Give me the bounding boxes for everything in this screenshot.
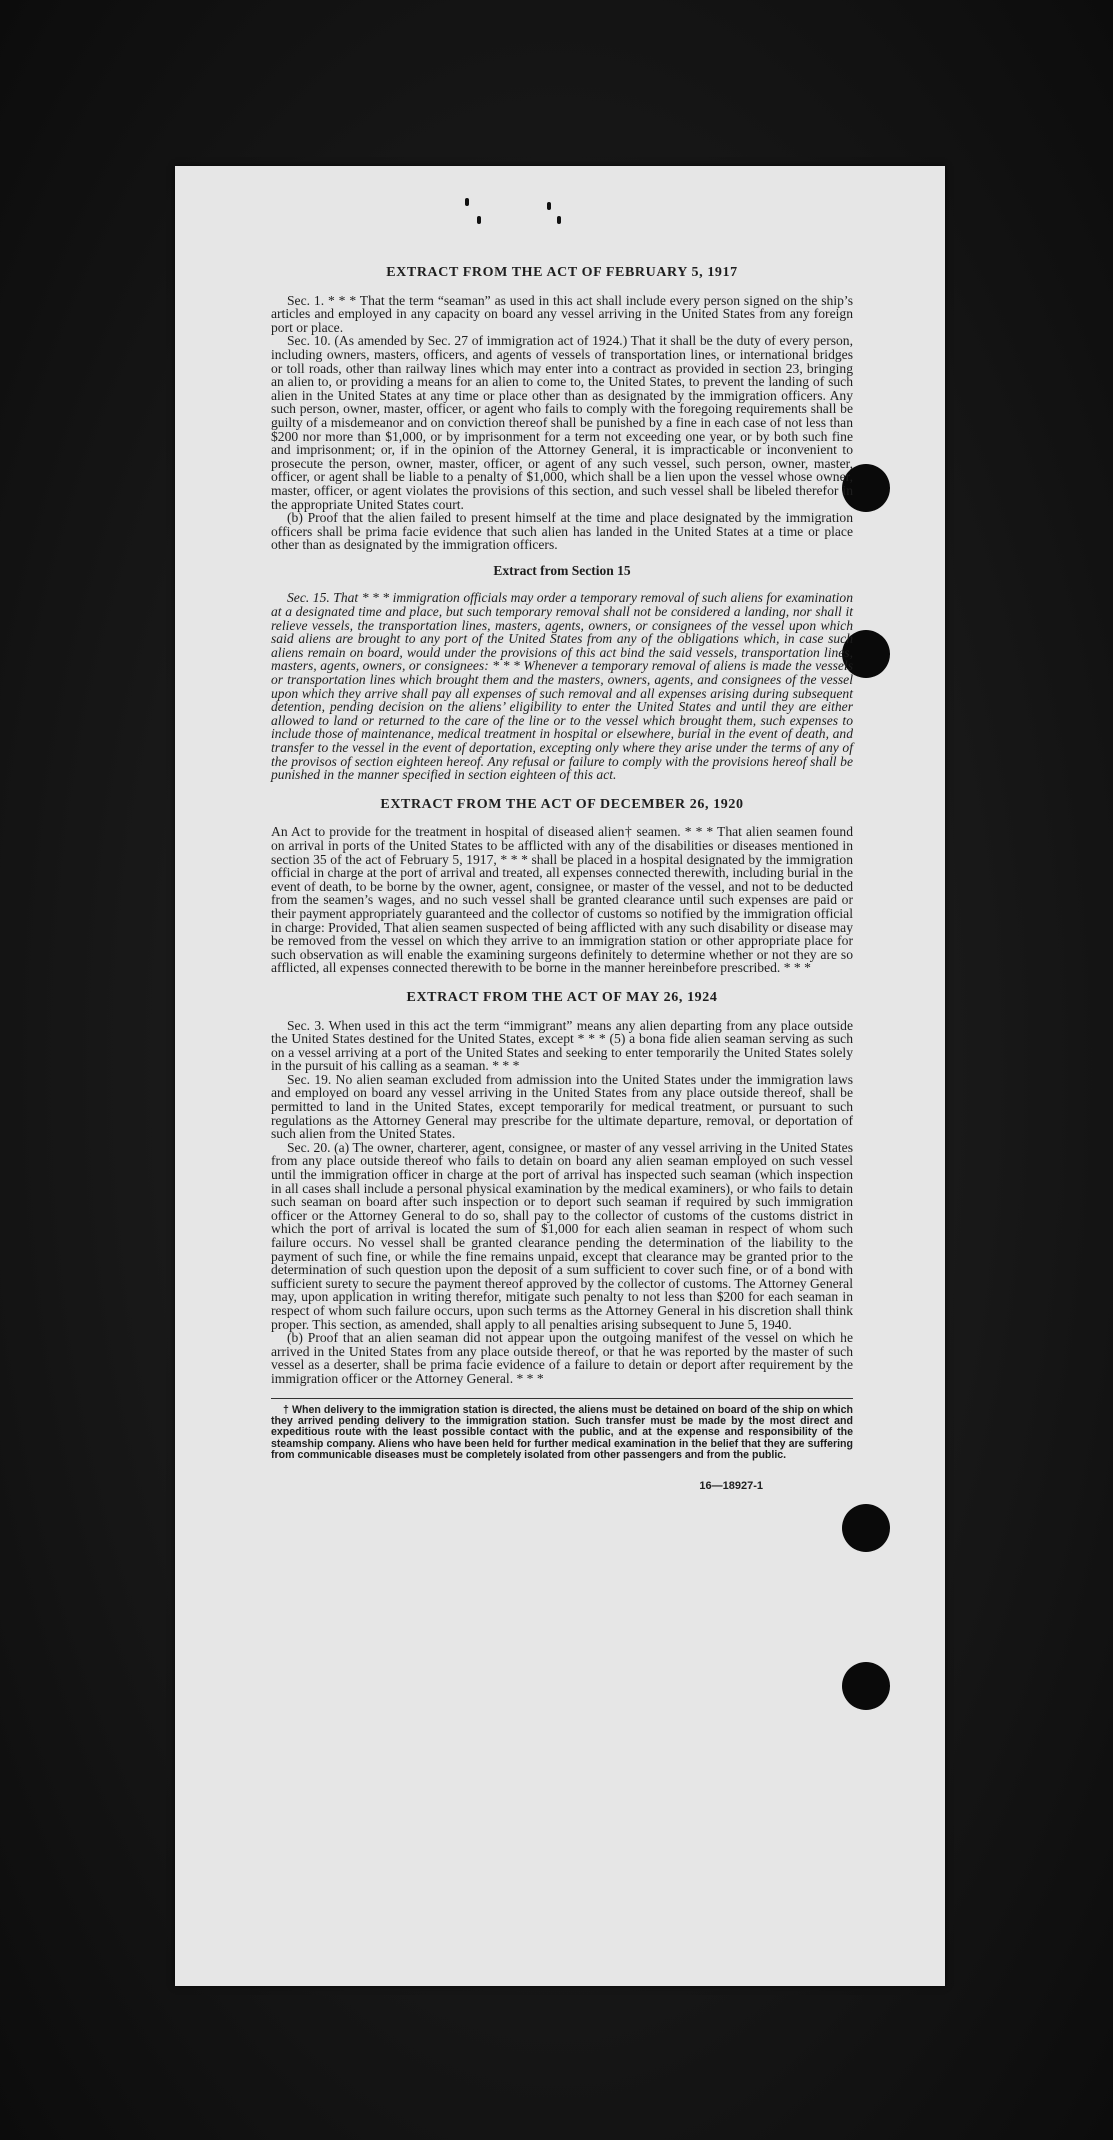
ink-speck [477,216,481,224]
punch-hole [842,1504,890,1552]
paragraph: Sec. 19. No alien seaman excluded from admission into the United States under the immigration laws and employed on board any vessel arriving in the United States from any place outside thereof, shall be permitted to land in the United States, except temporarily for medical treatment, or pursuant to such regulations as the Attorney General may prescribe for the ultimate departure, removal, or deportation of such alien from the United States. [271,1071,853,1142]
paragraph: An Act to provide for the treatment in hospital of diseased alien† seamen. * * * That alien seamen found on arrival in ports of the United States to be afflicted with any of the disabilities or diseases mentioned in section 35 of the act of February 5, 1917, * * * shall be placed in a hospital designated by the immigration official in charge at the port of arrival and treated, all expenses connected therewith, including burial in the event of death, to be borne by the owner, agent, consignee, or master of the vessel, and not to be deducted from the seamen’s wages, and no such vessel shall be granted clearance until such expenses are paid or their payment appropriately guaranteed and the collector of customs so notified by the immigration official in charge: Provided, That alien seamen suspected of being afflicted with any such disability or disease may be removed from the vessel on which they arrive to an immigration station or other appropriate place for such observation as will enable the examining surgeons definitely to determine whether or not they are so afflicted, all expenses connected therewith to be borne in the manner hereinbefore prescribed. * * * [271,824,853,976]
paragraph: Sec. 1. * * * That the term “seaman” as used in this act shall include every person signed on the ship’s articles and employed in any capacity on board any vessel arriving in the United States from any foreign port or place. [271,292,853,335]
subsection-heading: Extract from Section 15 [493,562,631,578]
ink-speck [547,202,551,210]
section-heading: EXTRACT FROM THE ACT OF FEBRUARY 5, 1917 [386,265,738,280]
form-number: 16—18927-1 [699,1479,763,1492]
document-page [175,166,945,1986]
ink-speck [465,198,469,206]
paragraph: Sec. 20. (a) The owner, charterer, agent, consignee, or master of any vessel arriving in the United States from any place outside thereof who fails to detain on board any alien seaman employed on such vessel until the immigration officer in charge at the port of arrival has inspected such seaman (which inspection in all cases shall include a personal physical examination by the medical examiners), or who fails to detain such seaman on board after such inspection or to deport such seaman if required by such immigration officer or the Attorney General to do so, shall pay to the collector of customs of the customs district in which the port of arrival is located the sum of $1,000 for each alien seaman in respect of whom such failure occurs. No vessel shall be granted clearance pending the determination of the liability to the payment of such fine, or while the fine remains unpaid, except that clearance may be granted prior to the determination of such question upon the deposit of a sum sufficient to cover such fine, or of a bond with sufficient surety to secure the payment thereof approved by the collector of customs. The Attorney General may, upon application in writing therefor, mitigate such penalty to not less than $200 for each seaman in respect of whom such failure occurs, upon such terms as the Attorney General in his discretion shall think proper. This section, as amended, shall apply to all penalties arising subsequent to June 5, 1940. [271,1139,853,1332]
paragraph: (b) Proof that an alien seaman did not appear upon the outgoing manifest of the vessel on which he arrived in the United States from any place outside thereof, or that he was reported by the master of such vessel as a deserter, shall be prima facie evidence of a failure to detain or deport after requirement by the immigration officer or the Attorney General. * * * [271,1330,853,1386]
paragraph: (b) Proof that the alien failed to present himself at the time and place designated by the immigration officers shall be prima facie evidence that such alien has landed in the United States at a time or place other than as designated by the immigration officers. [271,510,853,553]
document-body [271,266,853,1493]
punch-hole [842,1662,890,1710]
footnote: † When delivery to the immigration station is directed, the aliens must be detained on board of the ship on which they arrived pending delivery to the immigration station. Such transfer must be made by the most direct and expeditious route with the least possible contact with the public, and at the expense and responsibility of the steamship company. Aliens who have been held for further medical examination in the belief that they are suffering from communicable diseases must be completely isolated from other passengers and from the public. [271,1403,853,1462]
footnote-divider [271,1398,853,1399]
italic-paragraph: Sec. 15. That * * * immigration officials may order a temporary removal of such aliens for examination at a designated time and place, but such temporary removal shall not be considered a landing, nor shall it relieve vessels, the transportation lines, masters, agents, owners, or consignees of the vessel upon which said aliens are brought to any port of the United States from any of the obligations which, in case such aliens remain on board, would under the provisions of this act bind the said vessels, transportation lines, masters, agents, owners, or consignees: * * * Whenever a temporary removal of aliens is made the vessels or transportation lines which brought them and the masters, owners, agents, and consignees of the vessel upon which they arrive shall pay all expenses of such removal and all expenses arising during subsequent detention, pending decision on the aliens’ eligibility to enter the United States and until they are either allowed to land or returned to the care of the line or to the vessel which brought them, such expenses to include those of maintenance, medical treatment in hospital or elsewhere, burial in the event of death, and transfer to the vessel in the event of deportation, excepting only where they arise under the terms of any of the provisos of section eighteen hereof. Any refusal or failure to comply with the provisions hereof shall be punished in the manner specified in section eighteen of this act. [271,590,853,783]
paragraph: Sec. 10. (As amended by Sec. 27 of immigration act of 1924.) That it shall be the duty of every person, including owners, masters, officers, and agents of vessels of transportation lines, or international bridges or toll roads, other than railway lines which may enter into a contract as provided in section 23, bringing an alien to, or providing a means for an alien to come to, the United States, to prevent the landing of such alien in the United States at any time or place other than as designated by the immigration officers. Any such person, owner, master, officer, or agent who fails to comply with the foregoing requirements shall be guilty of a misdemeanor and on conviction thereof shall be punished by a fine in each case of not less than $200 nor more than $1,000, or by imprisonment for a term not exceeding one year, or by both such fine and imprisonment; or, if in the opinion of the Attorney General, it is impracticable or inconvenient to prosecute the person, owner, master, officer, or agent of any such vessel, such person, owner, master, officer, or agent shall be liable to a penalty of $1,000, which shall be a lien upon the vessel whose owner, master, officer, or agent violates the provisions of this section, and such vessel shall be libeled therefor in the appropriate United States court. [271,333,853,512]
section-heading: EXTRACT FROM THE ACT OF MAY 26, 1924 [406,989,718,1005]
section-heading: EXTRACT FROM THE ACT OF DECEMBER 26, 1920 [380,796,744,812]
ink-speck [557,216,561,224]
paragraph: Sec. 3. When used in this act the term “immigrant” means any alien departing from any place outside the United States destined for the United States, except * * * (5) a bona fide alien seaman serving as such on a vessel arriving at a port of the United States and seeking to enter temporarily the United States solely in the pursuit of his calling as a seaman. * * * [271,1017,853,1074]
